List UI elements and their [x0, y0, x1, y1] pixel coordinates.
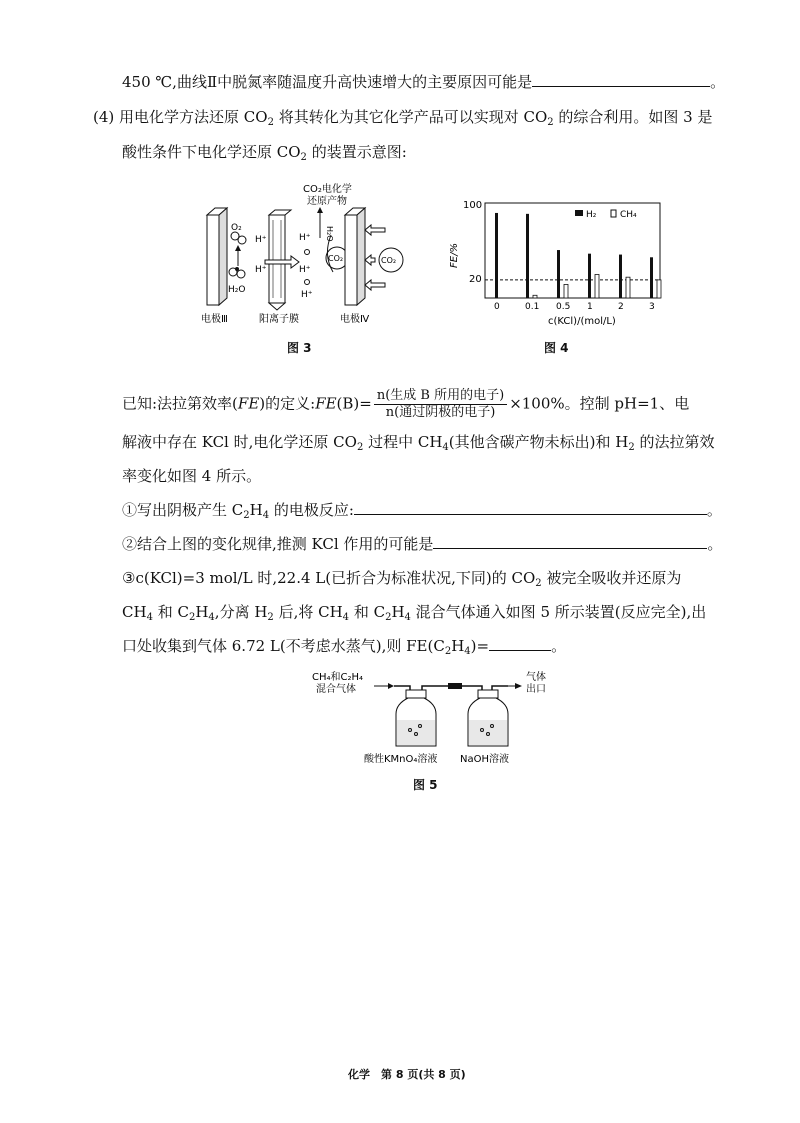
legend-ch4: CH₄ [620, 210, 637, 220]
svg-text:H⁺: H⁺ [255, 265, 267, 275]
bar-ch4-0.1 [533, 295, 537, 298]
svg-text:H⁺: H⁺ [301, 290, 313, 300]
figure-5-apparatus [310, 668, 560, 768]
bar-ch4-0.5 [564, 284, 568, 298]
ytick-100: 100 [463, 200, 483, 211]
y-axis-label: FE/% [449, 243, 460, 268]
electrode-iv [345, 208, 365, 305]
subquestion-3-line-1: ③c(KCl)=3 mol/L 时,22.4 L(已折合为标准状况,下同)的 $CO_2$ 被完全吸收并还原为 [122, 569, 682, 589]
faraday-fraction: $\frac{\text{n(生成 B 所用的电子)}}{\text{n(通过阴极的电子)}}$ [374, 388, 507, 421]
legend-h2-swatch [575, 210, 583, 216]
o2-label: O₂ [231, 223, 242, 233]
known-line-3: 率变化如图 4 所示。 [122, 467, 262, 485]
x-tick-1: 1 [587, 302, 593, 312]
rubber-connector [448, 683, 462, 689]
bar-h2-0.1 [526, 214, 529, 298]
outlet-label-1: 气体 [526, 672, 546, 683]
figure-4-chart [445, 188, 670, 328]
q4-intro-line-2: 酸性条件下电化学还原 $CO_2$ 的装置示意图: [122, 143, 407, 163]
electrode-iii [207, 208, 227, 305]
bottle-kmno4 [396, 690, 436, 746]
subquestion-3-line-3: 口处收集到气体 6.72 L(不考虑水蒸气),则 $FE(C_2H_4)=$ 。 [122, 637, 567, 657]
bar-ch4-3 [657, 280, 661, 298]
h2o-right-label: H₂O [325, 226, 334, 242]
inlet-label-1: CH₄和C₂H₄ [312, 672, 364, 683]
bottle-naoh [468, 690, 508, 746]
hplus-label: H⁺ [255, 235, 267, 245]
bar-h2-3 [650, 257, 653, 298]
bar-ch4-1 [595, 274, 599, 298]
bar-h2-1 [588, 254, 591, 298]
figure-3-electrolysis-diagram [195, 180, 410, 325]
subquestion-3-line-2: $CH_4$ 和 $C_2H_4$,分离 $H_2$ 后,将 $CH_4$ 和 $C_2H_4$ 混合气体通入如图 5 所示装置(反应完全),出 [122, 603, 707, 623]
co2-label: CO₂ [381, 256, 397, 265]
answer-blank-electrode-reaction[interactable] [354, 500, 707, 515]
x-tick-2: 2 [618, 302, 624, 312]
product-label-2: 还原产物 [307, 196, 347, 207]
svg-text:H⁺: H⁺ [299, 265, 311, 275]
bar-ch4-2 [626, 277, 630, 298]
q4-intro-line: (4) 用电化学方法还原 $CO_2$ 将其转化为其它化学产品可以实现对 $CO_2$ 的综合利用。如图 3 是 [93, 108, 713, 128]
x-tick-0.5: 0.5 [556, 302, 571, 312]
inlet-label-2: 混合气体 [316, 684, 356, 695]
x-tick-0.1: 0.1 [525, 302, 540, 312]
figure-3-caption: 图 3 [287, 341, 312, 355]
h2o-left-label: H₂O [228, 285, 246, 295]
q3-tail-text: 450 ℃,曲线Ⅱ中脱氮率随温度升高快速增大的主要原因可能是 [122, 73, 533, 91]
outlet-label-2: 出口 [526, 684, 546, 695]
electrode-iv-label: 电极Ⅳ [340, 314, 370, 325]
x-tick-3: 3 [649, 302, 655, 312]
answer-blank-fe-c2h4[interactable] [489, 636, 551, 651]
legend-ch4-swatch [611, 210, 616, 217]
x-axis-label: c(KCl)/(mol/L) [548, 316, 616, 327]
question-number: (4) [93, 108, 115, 126]
q3-tail-line: 450 ℃,曲线Ⅱ中脱氮率随温度升高快速增大的主要原因可能是 。 [122, 73, 726, 91]
ytick-20: 20 [469, 274, 482, 285]
bar-h2-0.5 [557, 250, 560, 298]
figure-5-caption: 图 5 [413, 778, 438, 792]
x-tick-0: 0 [494, 302, 500, 312]
svg-text:CO₂: CO₂ [328, 254, 344, 263]
product-label-1: CO₂电化学 [303, 184, 352, 195]
bar-h2-0 [495, 213, 498, 298]
bottle-1-label: 酸性KMnO₄溶液 [364, 754, 438, 765]
page-footer: 化学 第 8 页(共 8 页) [348, 1068, 466, 1081]
answer-blank-kcl-role[interactable] [433, 534, 707, 549]
membrane-label: 阳离子膜 [259, 314, 299, 325]
electrode-iii-label: 电极Ⅲ [201, 314, 228, 325]
legend-h2: H₂ [586, 210, 597, 220]
bar-h2-2 [619, 255, 622, 298]
bottle-2-label: NaOH溶液 [460, 754, 509, 765]
faraday-definition-line: 已知:法拉第效率(FE)的定义:FE(B)= $\frac{\text{n(生成 B 所用的电子)}}{\text{n(通过阴极的电子)}}$ ×100%。控制 pH=1、电 [122, 388, 690, 420]
answer-blank-1[interactable] [532, 72, 710, 87]
subquestion-2: ②结合上图的变化规律,推测 KCl 作用的可能是 。 [122, 535, 723, 553]
svg-text:H⁺: H⁺ [299, 233, 311, 243]
figure-4-caption: 图 4 [544, 341, 569, 355]
known-line-2: 解液中存在 KCl 时,电化学还原 $CO_2$ 过程中 $CH_4$(其他含碳产物未标出)和 $H_2$ 的法拉第效 [122, 433, 715, 453]
subquestion-1: ①写出阴极产生 $C_2H_4$ 的电极反应: 。 [122, 501, 722, 521]
